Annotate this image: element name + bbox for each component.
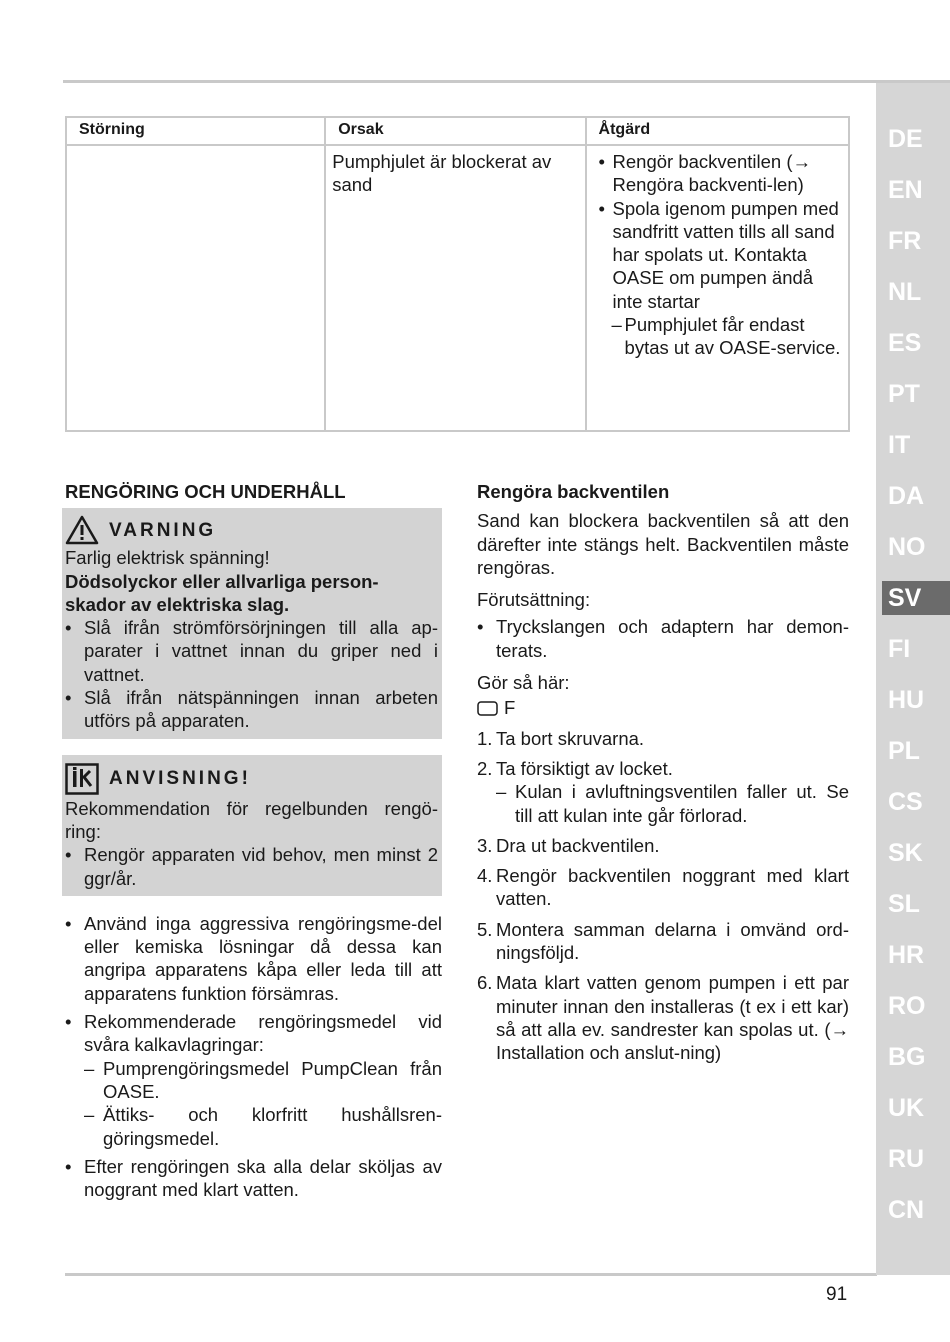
column-header-fault: Störning — [66, 117, 325, 145]
bullet-icon: • — [65, 1011, 72, 1033]
figure-reference — [477, 696, 849, 719]
language-tab-ro[interactable]: RO — [888, 992, 926, 1020]
step-item — [477, 757, 849, 780]
list-item — [65, 1155, 442, 1202]
dash-marker: – — [611, 314, 622, 336]
language-tab-nl[interactable]: NL — [888, 278, 922, 306]
language-tab-cs[interactable]: CS — [888, 788, 923, 816]
cell-fault — [66, 145, 325, 431]
bullet-icon: • — [65, 617, 72, 639]
language-tab-no[interactable]: NO — [888, 533, 926, 561]
bottom-rule — [65, 1273, 877, 1276]
bullet-icon: • — [598, 197, 606, 219]
subsection-heading: Rengöra backventilen — [477, 481, 670, 502]
dash-marker: – — [84, 1104, 95, 1126]
action-text: Pumphjulet får endast bytas ut av OASE-service. — [624, 314, 841, 359]
step-text: Mata klart vatten genom pumpen i ett par minuter innan den installeras (t ex i ett kar) så att alla ev. sandrester kan spolas ut. (→ Installation och anslut-ning) — [496, 972, 849, 1064]
language-tab-ru[interactable]: RU — [888, 1145, 925, 1173]
language-tab-uk[interactable]: UK — [888, 1094, 925, 1122]
list-item-text: Rengör apparaten vid behov, men minst 2 ggr/år. — [84, 844, 438, 889]
bullet-icon: • — [598, 151, 606, 172]
dash-marker: – — [496, 781, 507, 803]
language-tab-fi[interactable]: FI — [888, 635, 911, 663]
language-tab-es[interactable]: ES — [888, 329, 922, 357]
step-text: Dra ut backventilen. — [496, 834, 660, 856]
fault-table — [65, 116, 850, 432]
prerequisite-label: Förutsättning: — [477, 589, 591, 611]
note-line: Rekommendation för regelbunden rengö-ring: — [65, 797, 438, 842]
action-text: Rengör backventilen (→ Rengöra backventi-len) — [612, 151, 811, 196]
step-text: Ta försiktigt av locket. — [496, 757, 673, 779]
bullet-icon: • — [65, 1155, 72, 1177]
list-item-text: Slå ifrån nätspänningen innan arbeten utförs på apparaten. — [84, 687, 438, 732]
step-number: 4. — [477, 865, 493, 887]
instructions-label: Gör så här: — [477, 672, 570, 694]
section-heading: RENGÖRING OCH UNDERHÅLL — [65, 481, 346, 502]
table-row — [66, 145, 849, 431]
warning-box — [62, 508, 442, 738]
warning-line: Farlig elektrisk spänning! — [65, 547, 270, 569]
info-icon — [65, 763, 99, 795]
note-header — [65, 761, 438, 797]
action-item — [599, 150, 842, 197]
list-item-text: Slå ifrån strömförsörjningen till alla ap-parater i vattnet innan du griper ned i vattnet. — [84, 617, 438, 685]
note-box — [62, 755, 442, 896]
language-tab-hu[interactable]: HU — [888, 686, 925, 714]
step-number: 1. — [477, 727, 493, 749]
sub-item — [65, 1103, 442, 1150]
right-column — [477, 480, 849, 1065]
list-item — [65, 616, 438, 686]
list-item-text: Efter rengöringen ska alla delar sköljas av noggrant med klart vatten. — [84, 1155, 442, 1201]
list-item-text: Tryckslangen och adaptern har demon-terats. — [496, 616, 849, 661]
list-item — [477, 615, 849, 662]
list-item — [65, 686, 438, 733]
step-number: 3. — [477, 834, 493, 856]
language-tab-en[interactable]: EN — [888, 176, 923, 204]
step-text: Ta bort skruvarna. — [496, 727, 645, 749]
step-text: Rengör backventilen noggrant med klart vatten. — [496, 865, 849, 910]
page-number: 91 — [826, 1284, 848, 1305]
step-sub-text: Kulan i avluftningsventilen faller ut. Se till att kulan inte går förlorad. — [515, 781, 849, 826]
step-item — [477, 918, 849, 965]
step-text: Montera samman delarna i omvänd ord-ningsföljd. — [496, 918, 849, 964]
bullet-icon: • — [65, 912, 72, 934]
warning-title: VARNING — [109, 519, 217, 541]
step-number: 2. — [477, 757, 493, 779]
bullet-icon: • — [65, 844, 72, 866]
warning-consequence: Dödsolyckor eller allvarliga person-skador av elektriska slag. — [65, 570, 379, 615]
step-number: 6. — [477, 972, 493, 994]
table-header-row — [66, 117, 849, 145]
list-item — [65, 843, 438, 890]
step-item — [477, 727, 849, 750]
language-tab-hr[interactable]: HR — [888, 941, 925, 969]
step-sub-item — [477, 780, 849, 827]
action-text: Spola igenom pumpen med sandfritt vatten tills all sand har spolats ut. Kontakta OASE om pumpen ändå inte startar — [612, 197, 839, 312]
language-tab-sl[interactable]: SL — [888, 890, 920, 918]
sub-item-text: Pumprengöringsmedel PumpClean från OASE. — [103, 1057, 442, 1102]
action-item — [599, 197, 842, 313]
bullet-icon: • — [477, 616, 484, 638]
step-item — [477, 971, 849, 1064]
language-tab-cn[interactable]: CN — [888, 1196, 925, 1224]
action-item — [599, 313, 842, 360]
language-tab-da[interactable]: DA — [888, 482, 925, 510]
sub-item — [65, 1057, 442, 1104]
language-tab-it[interactable]: IT — [888, 431, 911, 459]
step-item — [477, 864, 849, 911]
language-tab-fr[interactable]: FR — [888, 227, 922, 255]
note-title: ANVISNING! — [109, 768, 251, 790]
language-tab-bg[interactable]: BG — [888, 1043, 926, 1071]
warning-icon — [65, 515, 99, 545]
left-column — [65, 480, 442, 1201]
language-sidebar — [876, 83, 950, 1275]
intro-text: Sand kan blockera backventilen så att den därefter inte stängs helt. Backventilen måste rengöras. — [477, 510, 849, 578]
figure-label: F — [504, 697, 516, 719]
language-tab-de[interactable]: DE — [888, 125, 923, 153]
dash-marker: – — [84, 1057, 95, 1079]
list-item-text: Rekommenderade rengöringsmedel vid svåra kalkavlagringar: — [84, 1011, 442, 1056]
column-header-cause: Orsak — [325, 117, 585, 145]
language-tab-sk[interactable]: SK — [888, 839, 923, 867]
step-number: 5. — [477, 918, 493, 940]
list-item-text: Använd inga aggressiva rengöringsme-del eller kemiska lösningar då dessa kan angripa apparatens kåpa eller leda till att apparatens funktion försämras. — [84, 912, 442, 1004]
bullet-icon: • — [65, 687, 72, 709]
figure-icon — [477, 701, 498, 716]
language-tab-pl[interactable]: PL — [888, 737, 920, 765]
top-rule — [63, 80, 950, 83]
column-header-action: Åtgärd — [586, 117, 849, 145]
cell-actions — [586, 145, 849, 431]
language-tab-pt[interactable]: PT — [888, 380, 920, 408]
step-item — [477, 834, 849, 857]
warning-header — [65, 514, 438, 546]
list-item — [65, 912, 442, 1005]
list-item — [65, 1010, 442, 1057]
sub-item-text: Ättiks- och klorfritt hushållsren-göringsmedel. — [103, 1104, 442, 1149]
cell-cause: Pumphjulet är blockerat av sand — [325, 145, 585, 431]
language-tab-sv[interactable]: SV — [882, 581, 950, 615]
